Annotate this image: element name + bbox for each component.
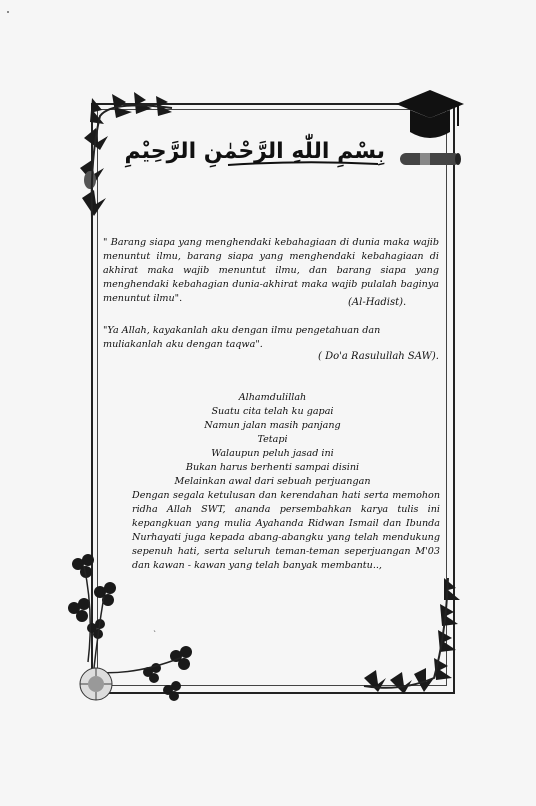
graduation-cap-icon (394, 86, 466, 148)
leaf-vine-icon (360, 574, 470, 704)
poem-line: Walaupun peluh jasad ini (211, 448, 334, 459)
bismillah-calligraphy: بِسْمِ اللّٰهِ الرَّحْمٰنِ الرَّحِيْمِ (124, 139, 385, 164)
poem-line: Melainkan awal dari sebuah perjuangan (174, 476, 371, 487)
diploma-scroll-icon (398, 150, 462, 168)
poem-line: Alhamdulillah (238, 392, 307, 403)
prayer-source: ( Do'a Rasulullah SAW). (318, 351, 439, 362)
stray-mark: ` (153, 630, 157, 639)
speck (7, 11, 9, 13)
hadith-source: (Al-Hadist). (348, 297, 407, 308)
poem (165, 391, 380, 489)
poem-line: Tetapi (257, 434, 288, 445)
prayer-quote: "Ya Allah, kayakanlah aku dengan ilmu pengetahuan dan muliakanlah aku dengan taqwa". (103, 325, 381, 350)
dedication-paragraph: Dengan segala ketulusan dan kerendahan hati serta memohon ridha Allah SWT, ananda persembahkan karya tulis ini kepangkuan yang mulia Ayahanda Ridwan Ismail dan Ibunda Nurhayati juga kepada abang-abangku yang telah mendukung sepenuh hati, serta seluruh teman-teman seperjuangan M'03 dan kawan - kawan yang telah banyak membantu.., (132, 490, 440, 571)
calligraphy-stroke (228, 158, 378, 168)
flower-icon (76, 664, 116, 704)
poem-line: Suatu cita telah ku gapai (211, 406, 334, 417)
poem-line: Namun jalan masih panjang (204, 420, 341, 431)
hadith-quote: " Barang siapa yang menghendaki kebahagiaan di dunia maka wajib menuntut ilmu, barang siapa yang menghendaki kebahagiaan di akhirat maka wajib menuntut ilmu, dan barang siapa yang menghendaki kebahagian dunia-akhirat maka wajib pulalah baginya menuntut ilmu". (103, 237, 439, 304)
poem-line: Bukan harus berhenti sampai disini (185, 462, 360, 473)
